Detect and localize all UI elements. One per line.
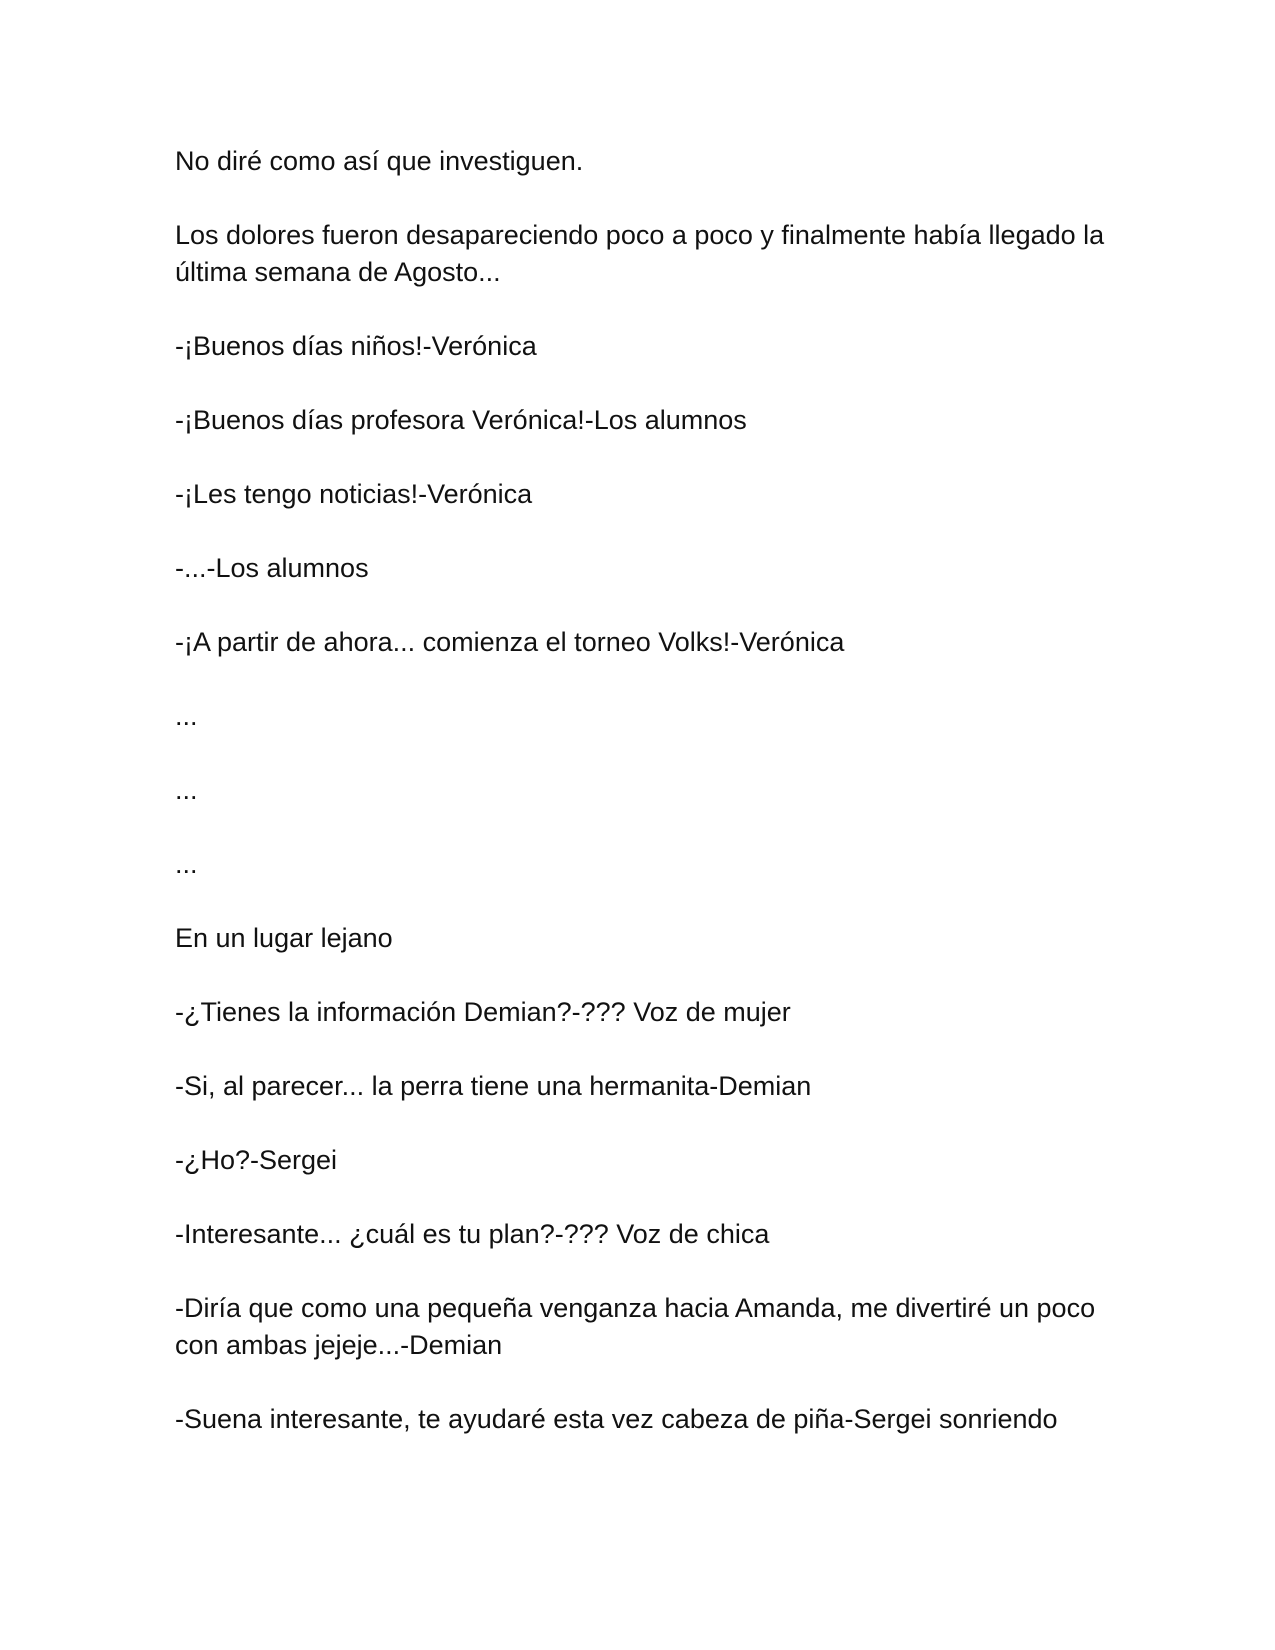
paragraph: -¡Buenos días profesora Verónica!-Los alumnos — [175, 405, 747, 435]
paragraph: En un lugar lejano — [175, 923, 393, 953]
paragraph: -¿Tienes la información Demian?-??? Voz de mujer — [175, 997, 791, 1027]
paragraph: No diré como así que investiguen. — [175, 146, 584, 176]
paragraph: -¿Ho?-Sergei — [175, 1145, 338, 1175]
paragraph: -¡Buenos días niños!-Verónica — [175, 331, 537, 361]
paragraph: ... — [175, 849, 198, 879]
paragraph: ... — [175, 775, 198, 805]
paragraph: -¡Les tengo noticias!-Verónica — [175, 479, 533, 509]
paragraph: -...-Los alumnos — [175, 553, 369, 583]
paragraph: Los dolores fueron desapareciendo poco a poco y finalmente había llegado la última semana de Agosto... — [175, 220, 1105, 287]
paragraph: ... — [175, 701, 198, 731]
paragraph: -Si, al parecer... la perra tiene una hermanita-Demian — [175, 1071, 812, 1101]
paragraph: -Interesante... ¿cuál es tu plan?-??? Voz de chica — [175, 1219, 770, 1249]
paragraph: -¡A partir de ahora... comienza el torneo Volks!-Verónica — [175, 627, 845, 657]
document-body — [175, 143, 1105, 1475]
paragraph: -Diría que como una pequeña venganza hacia Amanda, me divertiré un poco con ambas jejeje...-Demian — [175, 1293, 1096, 1360]
paragraph: -Suena interesante, te ayudaré esta vez cabeza de piña-Sergei sonriendo — [175, 1404, 1058, 1434]
